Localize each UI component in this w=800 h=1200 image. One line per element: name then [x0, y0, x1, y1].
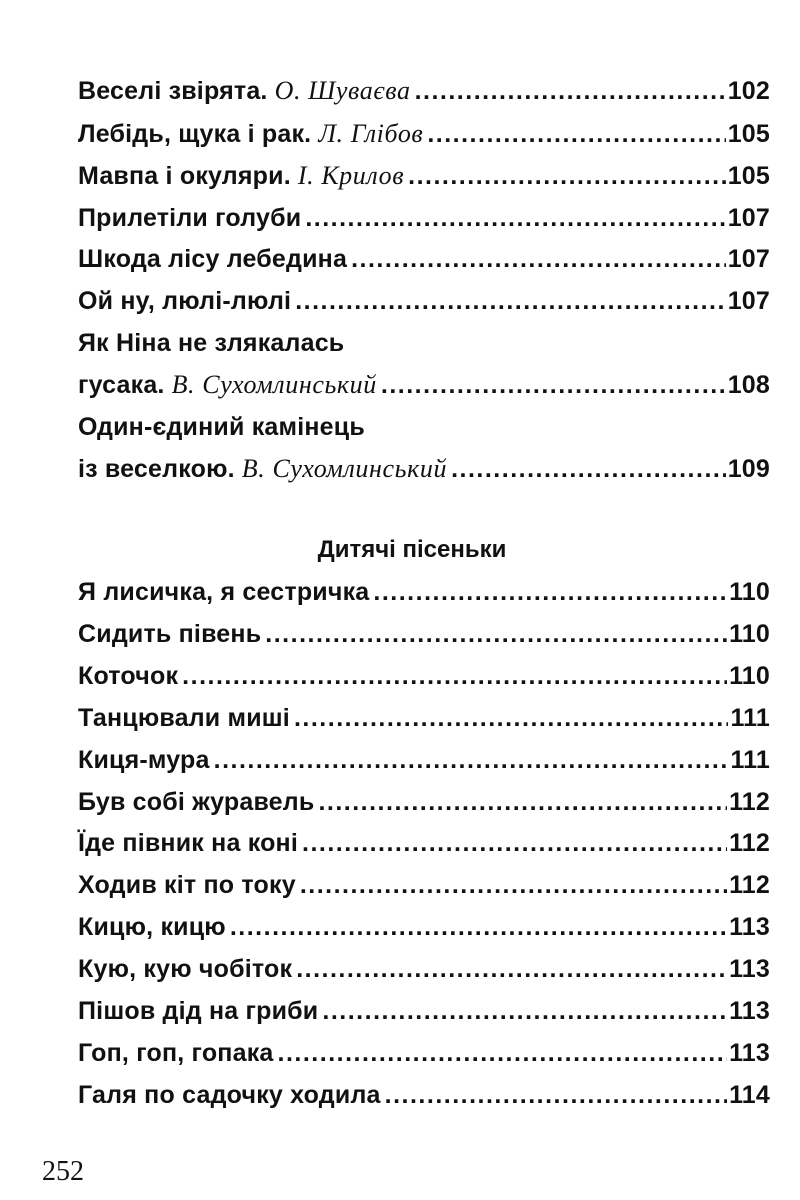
entry-title: Гоп, гоп, гопака — [78, 1038, 274, 1067]
songs-toc-list — [78, 572, 770, 1117]
entry-page-number: 102 — [727, 77, 770, 105]
toc-entry-line — [78, 656, 770, 698]
entry-page-number: 113 — [729, 955, 770, 984]
entry-title: гусака. — [78, 371, 165, 400]
entry-page-number: 114 — [729, 1080, 770, 1109]
entry-title: Лебідь, щука і рак. — [78, 119, 312, 148]
toc-entry-line — [78, 281, 770, 323]
toc-entry-line — [78, 198, 770, 240]
entry-title: Ходив кіт по току — [78, 871, 296, 900]
entry-title: Їде півник на коні — [78, 829, 299, 858]
page-number: 252 — [42, 1156, 84, 1187]
entry-title: Веселі звірята. — [78, 77, 268, 105]
entry-page-number: 112 — [729, 871, 770, 900]
dot-leader — [214, 740, 729, 782]
entry-title: Ой ну, люлі-люлі — [78, 286, 292, 315]
toc-entry-line — [78, 614, 770, 656]
toc-entry-line — [78, 865, 770, 907]
entry-page-number: 105 — [727, 119, 770, 148]
toc-entry — [78, 113, 770, 156]
toc-entry — [78, 823, 770, 865]
entry-page-number: 107 — [727, 245, 770, 274]
toc-entry — [78, 782, 770, 824]
toc-entry — [78, 198, 770, 240]
entry-title: із веселкою. — [78, 455, 235, 484]
dot-leader — [278, 1033, 728, 1075]
toc-entry-line — [78, 907, 770, 949]
dot-leader — [296, 949, 727, 991]
toc-entry — [78, 239, 770, 281]
toc-entry — [78, 949, 770, 991]
toc-entry — [78, 907, 770, 949]
dot-leader — [408, 156, 726, 198]
entry-page-number: 108 — [727, 371, 770, 400]
entry-title: Сидить півень — [78, 619, 262, 648]
toc-entry — [78, 70, 770, 113]
entry-title: Я лисичка, я сестричка — [78, 578, 370, 606]
toc-entry-first-line — [78, 323, 770, 365]
entry-page-number: 110 — [729, 578, 770, 606]
dot-leader — [415, 71, 726, 113]
entry-title: Мавпа і окуляри. — [78, 162, 291, 191]
toc-entry-line — [78, 740, 770, 782]
dot-leader — [265, 614, 727, 656]
entry-title: Прилетіли голуби — [78, 203, 302, 232]
entry-page-number: 113 — [729, 997, 770, 1026]
toc-entry — [78, 572, 770, 614]
section-heading: Дитячі пісеньки — [317, 536, 507, 563]
toc-entry-line — [78, 698, 770, 740]
toc-entry-line — [78, 949, 770, 991]
entry-page-number: 107 — [727, 286, 770, 315]
entry-page-number: 107 — [727, 203, 770, 232]
entry-title: Коточок — [78, 661, 179, 690]
toc-entry-line — [78, 113, 770, 156]
toc-entry — [78, 281, 770, 323]
entry-page-number: 111 — [730, 703, 770, 732]
entry-page-number: 112 — [729, 787, 770, 816]
dot-leader — [381, 365, 726, 407]
dot-leader — [322, 991, 727, 1033]
dot-leader — [182, 656, 727, 698]
entry-title: Танцювали миші — [78, 703, 290, 732]
toc-entry — [78, 614, 770, 656]
entry-title-line1: Як Ніна не злякалась — [78, 328, 345, 357]
dot-leader — [351, 239, 726, 281]
dot-leader — [300, 865, 727, 907]
entry-title: Кую, кую чобіток — [78, 955, 293, 984]
entry-title-line1: Один-єдиний камінець — [78, 412, 365, 441]
entry-author: В. Сухомлинський — [241, 454, 448, 484]
toc-entry — [78, 865, 770, 907]
toc-entry — [78, 991, 770, 1033]
entry-page-number: 105 — [727, 162, 770, 191]
dot-leader — [427, 114, 725, 156]
dot-leader — [451, 449, 726, 491]
toc-entry-line — [78, 1075, 770, 1117]
dot-leader — [294, 698, 728, 740]
toc-entry — [78, 1033, 770, 1075]
toc-entry — [78, 323, 770, 407]
toc-entry-line — [78, 1033, 770, 1075]
entry-page-number: 111 — [730, 745, 770, 774]
dot-leader — [295, 281, 726, 323]
toc-list — [78, 70, 770, 491]
entry-title: Пішов дід на гриби — [78, 997, 319, 1026]
entry-page-number: 112 — [729, 829, 770, 858]
entry-title: Шкода лісу лебедина — [78, 245, 348, 274]
toc-entry-line — [78, 782, 770, 824]
entry-title: Кицю, кицю — [78, 913, 226, 942]
toc-entry-line — [78, 572, 770, 614]
toc-entry-first-line — [78, 407, 770, 449]
toc-entry-line — [78, 70, 770, 113]
entry-author: О. Шуваєва — [274, 76, 411, 105]
toc-entry — [78, 740, 770, 782]
toc-entry-line — [78, 991, 770, 1033]
entry-author: В. Сухомлинський — [171, 370, 377, 400]
toc-entry-line — [78, 155, 770, 198]
entry-page-number: 113 — [729, 913, 770, 942]
entry-page-number: 113 — [729, 1038, 770, 1067]
entry-page-number: 110 — [729, 619, 770, 648]
toc-entry-line — [78, 448, 770, 491]
entry-title: Галя по садочку ходила — [78, 1080, 381, 1109]
dot-leader — [373, 572, 727, 614]
entry-author: І. Крилов — [297, 161, 405, 191]
dot-leader — [385, 1075, 727, 1117]
toc-entry — [78, 407, 770, 491]
entry-page-number: 110 — [729, 661, 770, 690]
toc-entry-line — [78, 823, 770, 865]
dot-leader — [230, 907, 727, 949]
toc-entry — [78, 656, 770, 698]
toc-entry-line — [78, 239, 770, 281]
toc-entry-line — [78, 364, 770, 407]
entry-page-number: 109 — [727, 455, 770, 484]
dot-leader — [305, 198, 725, 240]
toc-entry — [78, 1075, 770, 1117]
entry-title: Був собі журавель — [78, 787, 315, 816]
dot-leader — [318, 782, 727, 824]
entry-title: Киця-мура — [78, 745, 210, 774]
toc-entry — [78, 698, 770, 740]
entry-author: Л. Глібов — [318, 118, 424, 148]
dot-leader — [302, 823, 727, 865]
toc-entry — [78, 155, 770, 198]
